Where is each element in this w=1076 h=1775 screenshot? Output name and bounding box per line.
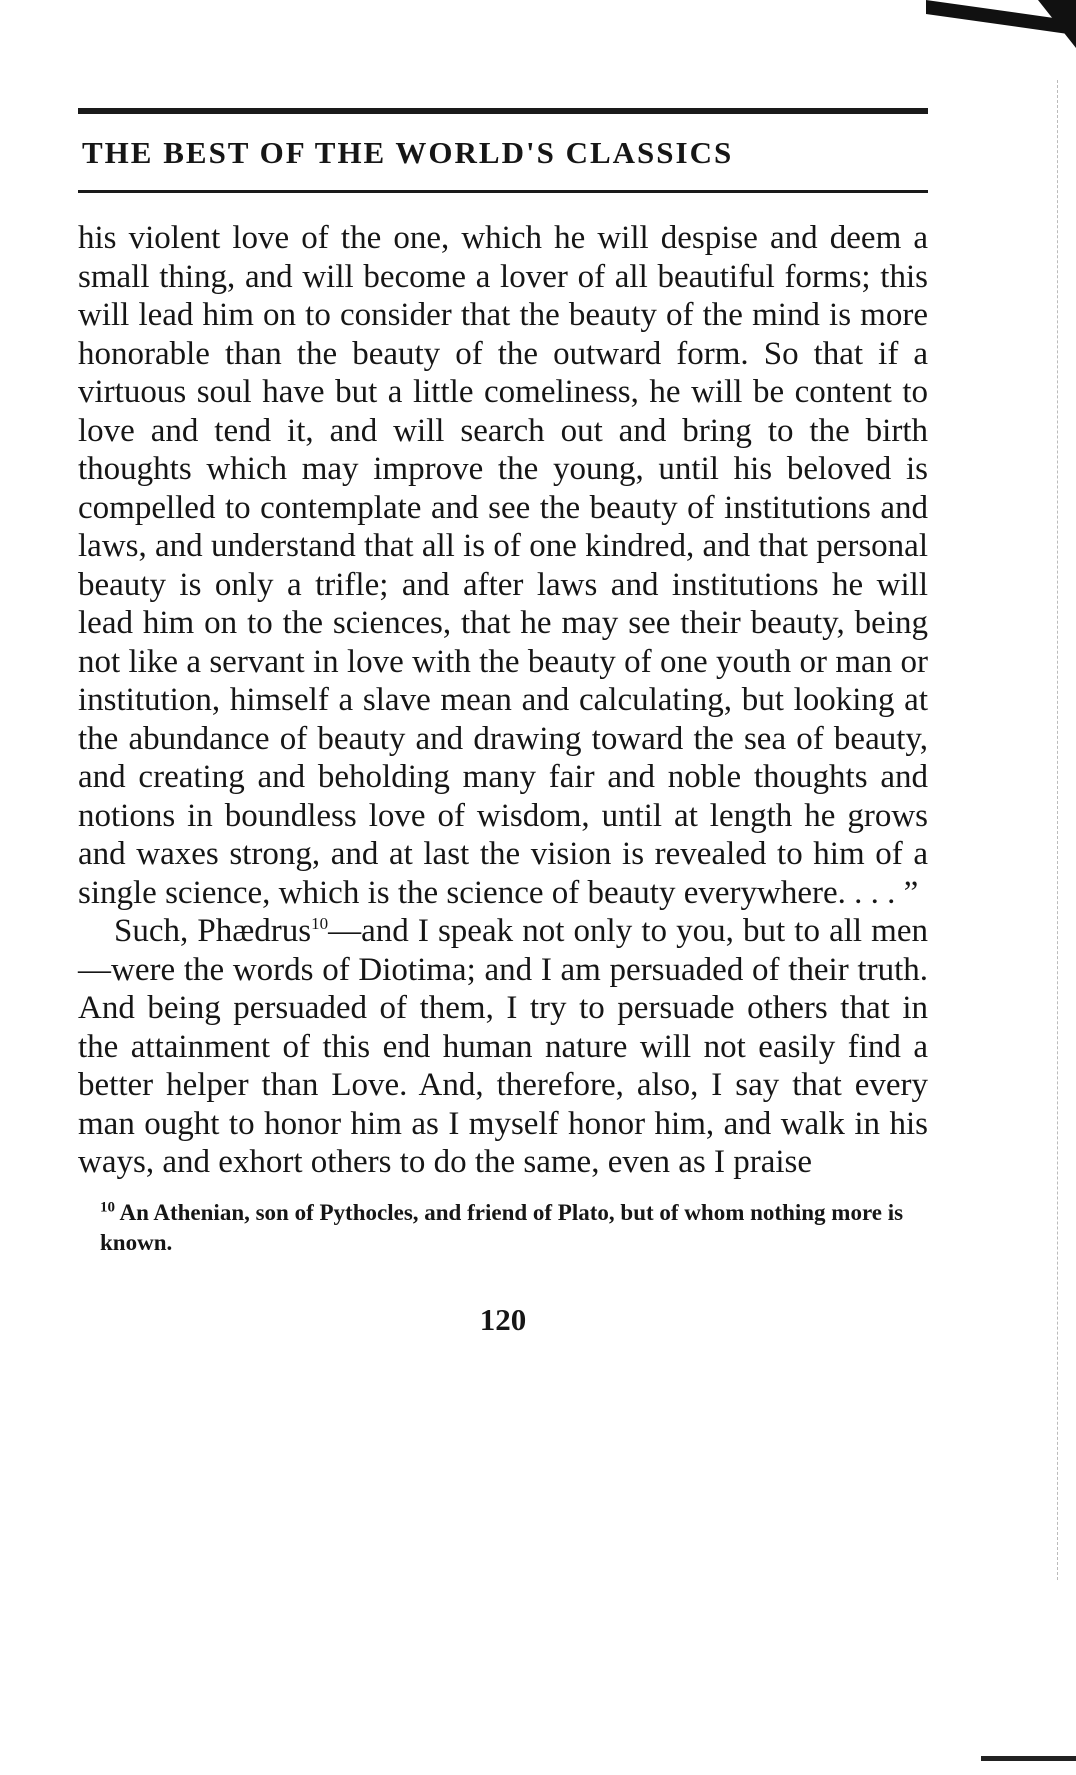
footnote-number: 10 [100,1198,115,1215]
scan-bottom-mark [981,1756,1076,1761]
book-page [78,108,928,1338]
footnote-text: An Athenian, son of Pythocles, and friend of Plato, but of whom nothing more is known. [100,1199,904,1255]
corner-wedge [1038,0,1076,48]
scan-edge-line [1055,80,1058,1580]
paragraph-1: his violent love of the one, which he will despise and deem a small thing, and will become a lover of all beautiful forms; this will lead him on to consider that the beauty of the mind is more honorable than the beauty of the outward form. So that if a virtuous soul have but a little comeliness, he will be content to love and tend it, and will search out and bring to the birth thoughts which may improve the young, until his beloved is compelled to contemplate and see the beauty of institutions and laws, and understand that all is of one kindred, and that personal beauty is only a trifle; and after laws and institutions he will lead him on to the sciences, that he may see their beauty, being not like a servant in love with the beauty of one youth or man or institution, himself a slave mean and calculating, but looking at the abundance of beauty and drawing toward the sea of beauty, and creating and beholding many fair and noble thoughts and notions in boundless love of wisdom, until at length he grows and waxes strong, and at last the vision is revealed to him of a single science, which is the science of beauty everywhere. . . . ” [78,220,928,911]
footnote-reference[interactable]: 10 [311,914,329,934]
footnote [78,1198,928,1258]
paragraph-2-rest: —and I speak not only to you, but to all men—were the words of Diotima; and I am persuaded of their truth. And being persuaded of them, I try to persuade others that in the attainment of this end human nature will not easily find a better helper than Love. And, therefore, also, I say that every man ought to honor him as I myself honor him, and walk in his ways, and exhort others to do the same, even as I praise [78,913,928,1181]
header-top-rule [78,108,928,114]
scan-corner-mark [926,0,1076,60]
paragraph-2-start: Such, Phædrus [114,913,312,950]
body-text [78,219,928,1182]
running-head: THE BEST OF THE WORLD'S CLASSICS [82,135,734,170]
paragraph-2 [78,912,928,1182]
header-bottom-rule [78,190,928,193]
page-number: 120 [479,1301,527,1337]
